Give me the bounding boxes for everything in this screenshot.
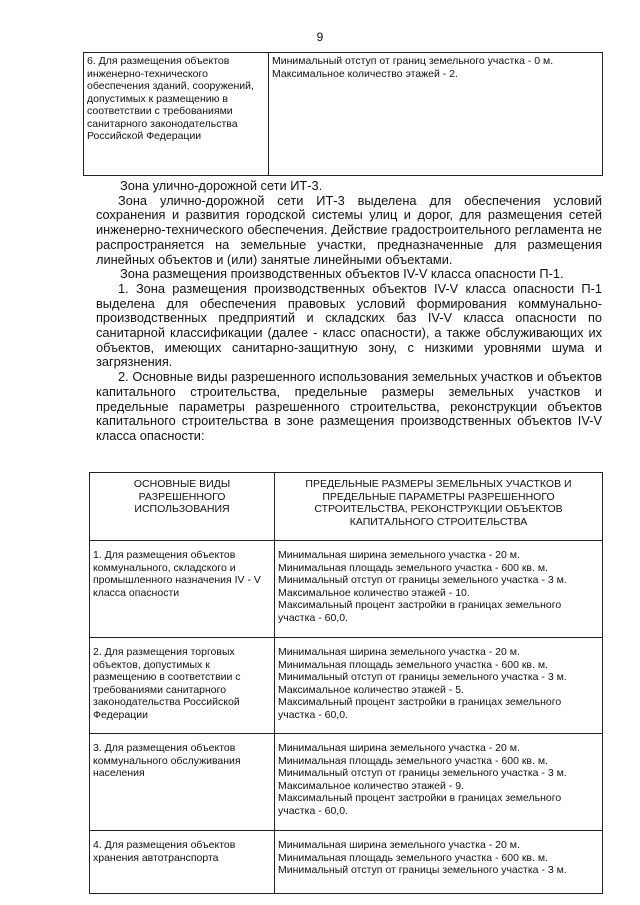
- param-line: Минимальный отступ от границы земельного участка - 3 м.: [278, 574, 567, 586]
- param-line: Максимальное количество этажей - 10.: [278, 586, 470, 599]
- zone-heading-it3: Зона улично-дорожной сети ИТ-3.: [120, 178, 323, 193]
- table-row: [90, 831, 603, 894]
- header-params: ПРЕДЕЛЬНЫЕ РАЗМЕРЫ ЗЕМЕЛЬНЫХ УЧАСТКОВ И ПРЕДЕЛЬНЫЕ ПАРАМЕТРЫ РАЗРЕШЕННОГО СТРОИТЕЛЬСТВА, РЕКОНСТРУКЦИИ ОБЪЕКТОВ КАПИТАЛЬНОГО СТРОИТЕЛЬСТВА: [275, 473, 603, 541]
- param-line: Максимальное количество этажей - 9.: [278, 779, 464, 792]
- table-row: [90, 638, 603, 734]
- param-line: Максимальное количество этажей - 5.: [278, 683, 464, 696]
- param-line: Минимальный отступ от границ земельного участка - 0 м.: [272, 55, 554, 67]
- param-line: Максимальный процент застройки в границах земельного участка - 60,0.: [278, 599, 562, 624]
- use-cell: 1. Для размещения объектов коммунального, складского и промышленного назначения IV - V класса опасности: [90, 541, 275, 638]
- param-line: Максимальный процент застройки в границах земельного участка - 60,0.: [278, 696, 562, 721]
- paragraph: 2. Основные виды разрешенного использования земельных участков и объектов капитального строительства, предельные размеры земельных участков и предельные параметры разрешенного строительства, реконструкции объектов капитального строительства в зоне размещения производственных объектов IV-V класса опасности:: [96, 369, 602, 443]
- param-line: Максимальное количество этажей - 2.: [272, 67, 458, 80]
- params-cell: [275, 734, 603, 831]
- param-line: Минимальный отступ от границы земельного участка - 3 м.: [278, 671, 567, 683]
- table-header-row: [90, 473, 603, 541]
- params-cell: [275, 541, 603, 638]
- param-line: Минимальная ширина земельного участка - 20 м.: [278, 839, 520, 851]
- param-line: Минимальный отступ от границы земельного участка - 3 м.: [278, 767, 567, 779]
- use-cell: 3. Для размещения объектов коммунального обслуживания населения: [90, 734, 275, 831]
- param-line: Минимальная ширина земельного участка - 20 м.: [278, 742, 520, 754]
- main-table: [89, 472, 603, 894]
- zone-heading-p1: Зона размещения производственных объектов IV-V класса опасности П-1.: [120, 266, 564, 282]
- paragraph: Зона улично-дорожной сети ИТ-3 выделена для обеспечения условий сохранения и развития городской системы улиц и дорог, для размещения сетей инженерно-технического обеспечения. Действие градостроительного регламента не распространяется на земельные участки, предназначенные для размещения линейных объектов и (или) занятые линейными объектами.: [96, 192, 602, 267]
- params-cell: [275, 638, 603, 734]
- param-line: Минимальная площадь земельного участка - 600 кв. м.: [278, 851, 548, 864]
- table-row: [90, 541, 603, 638]
- table-row: [90, 734, 603, 831]
- table-row: [84, 53, 603, 176]
- header-use: ОСНОВНЫЕ ВИДЫ РАЗРЕШЕННОГО ИСПОЛЬЗОВАНИЯ: [90, 473, 275, 541]
- params-cell: [275, 831, 603, 894]
- param-line: Минимальная площадь земельного участка - 600 кв. м.: [278, 561, 548, 574]
- use-cell: 2. Для размещения торговых объектов, допустимых к размещению в соответствии с требованиями санитарного законодательства Российской Федерации: [90, 638, 275, 734]
- params-cell: [269, 53, 603, 176]
- body-text: [96, 179, 602, 444]
- use-cell: 6. Для размещения объектов инженерно-технического обеспечения зданий, сооружений, допустимых к размещению в соответствии с требованиями санитарного законодательства Российской Федерации: [84, 53, 269, 176]
- use-cell: 4. Для размещения объектов хранения автотранспорта: [90, 831, 275, 894]
- paragraph: 1. Зона размещения производственных объектов IV-V класса опасности П-1 выделена для обеспечения правовых условий формирования коммунально-производственных предприятий и складских баз IV-V класса опасности по санитарной классификации (далее - класс опасности), а также обслуживающих их объектов, имеющих санитарно-защитную зону, с низкими уровнями шума и загрязнения.: [96, 280, 602, 370]
- param-line: Максимальный процент застройки в границах земельного участка - 60,0.: [278, 792, 562, 817]
- top-table: [83, 52, 603, 176]
- param-line: Минимальная площадь земельного участка - 600 кв. м.: [278, 754, 548, 767]
- param-line: Минимальная ширина земельного участка - 20 м.: [278, 549, 520, 561]
- param-line: Минимальный отступ от границы земельного участка - 3 м.: [278, 864, 567, 876]
- param-line: Минимальная ширина земельного участка - 20 м.: [278, 646, 520, 658]
- param-line: Минимальная площадь земельного участка - 600 кв. м.: [278, 658, 548, 671]
- page-number: 9: [316, 30, 324, 44]
